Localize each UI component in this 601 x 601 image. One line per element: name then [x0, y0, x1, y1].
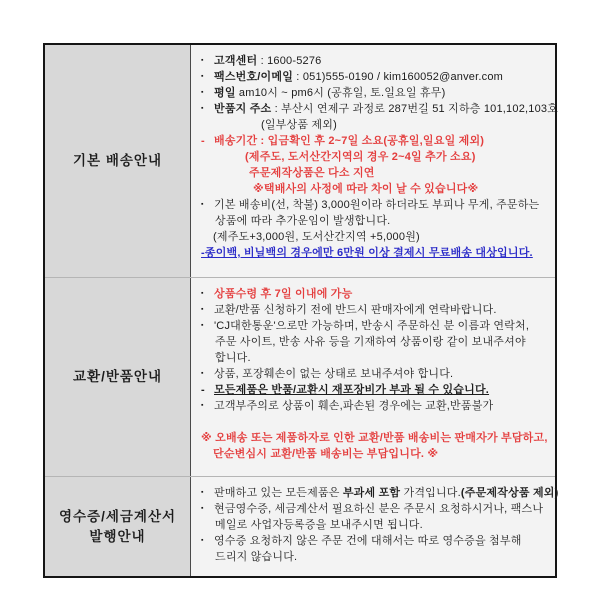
text-line-content: 현금영수증, 세금계산서 필요하신 분은 주문시 요청하시거나, 팩스나: [214, 503, 544, 515]
square-bullet-icon: ▪: [201, 489, 204, 496]
text-line: [201, 302, 549, 318]
text-line: [201, 350, 549, 366]
text-line: [201, 485, 559, 501]
text-line: [201, 398, 549, 414]
text-line-content: 단순변심시 교환/반품 배송비는 부담입니다. ※: [213, 448, 439, 460]
section-header-exchange-return: [44, 278, 191, 477]
text-line-content: 상품, 포장훼손이 없는 상태로 보내주셔야 합니다.: [214, 368, 454, 380]
shipping-info-table: [43, 43, 557, 578]
square-bullet-icon: ▪: [201, 306, 204, 313]
text-line: [201, 245, 549, 261]
text-line-content: 모든제품은 반품/교환시 재포장비가 부과 될 수 있습니다.: [214, 384, 490, 396]
text-line: [201, 430, 549, 446]
square-bullet-icon: ▪: [201, 73, 204, 80]
text-line-content: 영수증 요청하지 않은 주문 건에 대해서는 따로 영수증을 첨부해: [214, 535, 522, 547]
text-line: [201, 318, 549, 334]
text-line-content: 합니다.: [215, 352, 251, 364]
text-line: [201, 366, 549, 382]
text-line: [201, 101, 559, 117]
square-bullet-icon: ▪: [201, 105, 204, 112]
shipping-info-table-body: [44, 44, 559, 577]
text-line-content: 고객센터 : 1600-5276: [214, 55, 322, 67]
spacer-line: [201, 414, 549, 430]
text-line-content: ※택배사의 사정에 따라 차이 날 수 있습니다※: [253, 183, 479, 195]
text-line: [201, 382, 549, 398]
text-line-content: 'CJ대한통운'으로만 가능하며, 반송시 주문하신 분 이름과 연락처,: [214, 320, 530, 332]
text-line-content: 드리지 않습니다.: [215, 551, 298, 563]
section-header-basic-shipping: [44, 44, 191, 278]
text-line-content: (제주도+3,000원, 도서산간지역 +5,000원): [213, 231, 420, 243]
table-row-exchange-return: [44, 278, 556, 477]
text-line: [201, 549, 549, 565]
text-line-content: 주문제작상품은 다소 지연: [249, 167, 375, 179]
text-line: [201, 133, 549, 149]
text-line: [201, 53, 549, 69]
text-line-content: 기본 배송비(선, 착불) 3,000원이라 하더라도 부피나 무게, 주문하는: [214, 199, 540, 211]
text-line-content: (제주도, 도서산간지역의 경우 2~4일 추가 소요): [245, 151, 476, 163]
text-line: [201, 286, 549, 302]
section-title-line: 영수증/세금계산서: [58, 508, 177, 524]
square-bullet-icon: ▪: [201, 89, 204, 96]
text-line-content: (일부상품 제외): [261, 119, 337, 131]
section-title-line: 기본 배송안내: [73, 153, 162, 168]
text-line: [201, 446, 549, 462]
text-line: [201, 501, 549, 517]
text-line-content: 평일 am10시 ~ pm6시 (공휴일, 토.일요일 휴무): [214, 87, 446, 99]
text-line: [201, 149, 549, 165]
square-bullet-icon: ▪: [201, 505, 204, 512]
text-line: [201, 69, 549, 85]
square-bullet-icon: ▪: [201, 322, 204, 329]
text-line-content: 판매하고 있는 모든제품은 부과세 포함 가격입니다.(주문제작상품 제외): [214, 487, 559, 499]
section-header-receipt-tax-invoice: [44, 477, 191, 578]
dash-bullet-icon: -: [201, 135, 205, 147]
text-line-content: 교환/반품 신청하기 전에 반드시 판매자에게 연락바랍니다.: [214, 304, 497, 316]
dash-bullet-icon: -: [201, 384, 205, 396]
text-line-content: 상품수령 후 7일 이내에 가능: [214, 288, 353, 300]
text-line-content: 주문 사이트, 반송 사유 등을 기재하여 상품이랑 같이 보내주셔야: [215, 336, 526, 348]
text-line-content: 메일로 사업자등록증을 보내주시면 됩니다.: [215, 519, 423, 531]
table-row-receipt-tax-invoice: [44, 477, 556, 578]
text-line: [201, 213, 549, 229]
table-row-basic-shipping: [44, 44, 556, 278]
square-bullet-icon: ▪: [201, 402, 204, 409]
section-title-line: 발행안내: [89, 528, 146, 544]
section-content-basic-shipping: [191, 44, 557, 278]
text-line: [201, 197, 549, 213]
text-line-content: 반품지 주소 : 부산시 연제구 과정로 287번길 51 지하층 101,102,103호: [214, 103, 559, 115]
text-line: [201, 117, 549, 133]
square-bullet-icon: ▪: [201, 370, 204, 377]
text-line-content: 팩스번호/이메일 : 051)555-0190 / kim160052@anver.com: [214, 71, 504, 83]
text-line: [201, 229, 549, 245]
text-line-content: 고객부주의로 상품이 훼손,파손된 경우에는 교환,반품불가: [214, 400, 494, 412]
text-line-content: 상품에 따라 추가운임이 발생합니다.: [215, 215, 391, 227]
text-line-content: 배송기간 : 입금확인 후 2~7일 소요(공휴일,일요일 제외): [214, 135, 485, 147]
square-bullet-icon: ▪: [201, 57, 204, 64]
square-bullet-icon: ▪: [201, 201, 204, 208]
square-bullet-icon: ▪: [201, 290, 204, 297]
text-line-content: -종이백, 비닐백의 경우에만 6만원 이상 결제시 무료배송 대상입니다.: [201, 247, 533, 259]
text-line: [201, 334, 549, 350]
text-line: [201, 517, 549, 533]
text-line: [201, 181, 549, 197]
section-content-receipt-tax-invoice: [191, 477, 557, 578]
square-bullet-icon: ▪: [201, 537, 204, 544]
text-line: [201, 533, 549, 549]
section-content-exchange-return: [191, 278, 557, 477]
section-title-line: 교환/반품안내: [73, 369, 162, 384]
text-line: [201, 85, 549, 101]
text-line-content: ※ 오배송 또는 제품하자로 인한 교환/반품 배송비는 판매자가 부담하고,: [201, 432, 548, 444]
text-line: [201, 165, 549, 181]
